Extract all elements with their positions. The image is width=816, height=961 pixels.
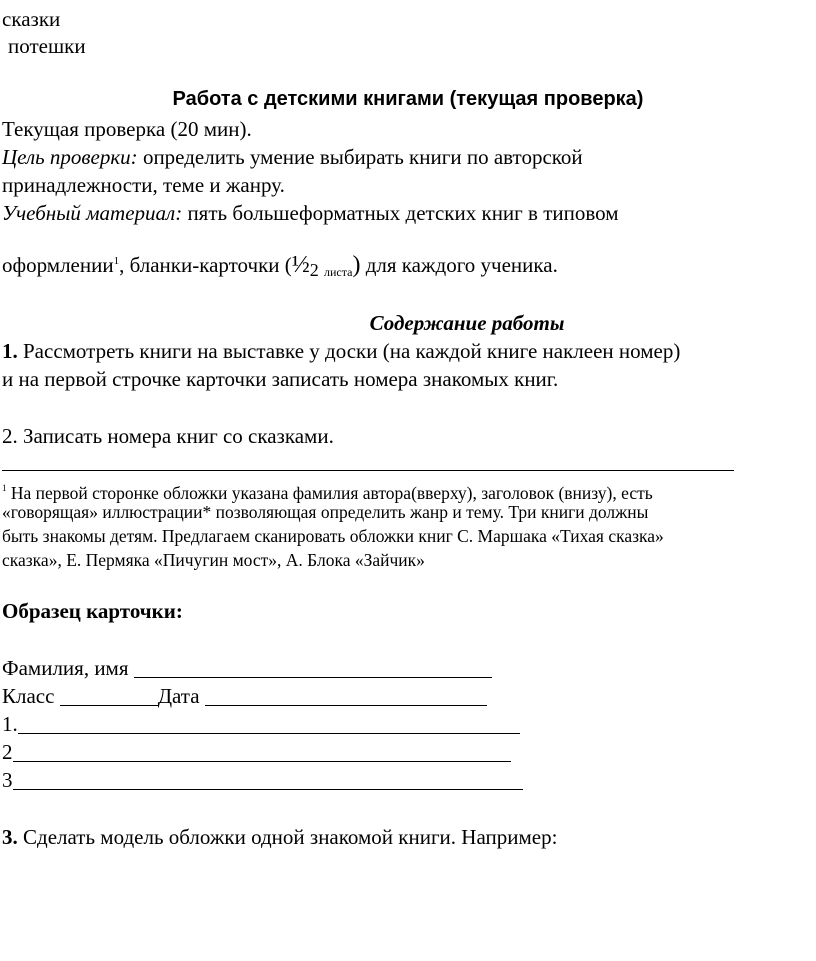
step1-text-2: и на первой строчке карточки записать номера знакомых книг. <box>2 367 559 391</box>
card-name-label: Фамилия, имя <box>2 656 134 680</box>
step3-number: 3. <box>2 825 18 849</box>
card-name-blank <box>134 657 492 678</box>
card-line-2-blank <box>13 741 511 762</box>
fraction-two: 2 <box>309 260 319 280</box>
goal-label: Цель проверки: <box>2 145 138 169</box>
fraction-half: ½ <box>291 252 310 278</box>
material-line-2 <box>2 248 558 285</box>
footnote-text-1: На первой сторонке обложки указана фамилия автора(вверху), заголовок (внизу), есть <box>6 483 653 503</box>
card-line-3-row <box>2 767 523 793</box>
fraction-unit: листа <box>324 265 353 279</box>
material-text-2a: оформлении <box>2 253 114 277</box>
step1-text-1: Рассмотреть книги на выставке у доски (на каждой книге наклеен номер) <box>17 339 681 363</box>
card-class-row <box>2 683 487 709</box>
goal-text-2: принадлежности, теме и жанру. <box>2 173 285 197</box>
card-name-row <box>2 655 492 681</box>
material-text-1: пять большеформатных детских книг в типовом <box>187 201 619 225</box>
card-line-3-blank <box>13 769 523 790</box>
card-line-1-row <box>2 711 520 737</box>
material-line-1 <box>2 200 619 226</box>
card-line-2-row <box>2 739 511 765</box>
list-item-nursery-rhymes: потешки <box>8 34 86 58</box>
step1-line-1 <box>2 338 680 364</box>
step2-text: 2. Записать номера книг со сказками. <box>2 424 334 448</box>
footnote-mark-ref: 1 <box>2 483 7 493</box>
card-line-2-label: 2 <box>2 740 13 764</box>
material-text-2d: для каждого ученика. <box>365 253 558 277</box>
list-item-tales: сказки <box>2 7 61 31</box>
card-line-1-blank <box>18 713 520 734</box>
card-line-1-label: 1. <box>2 712 18 736</box>
goal-text-1: определить умение выбирать книги по авторской <box>142 145 583 169</box>
footnote-text-4: сказка», Е. Пермяка «Пичугин мост», А. Блока «Зайчик» <box>2 550 425 570</box>
step1-number: 1. <box>2 339 18 363</box>
card-class-blank <box>60 685 158 706</box>
card-class-label: Класс <box>2 684 60 708</box>
sample-heading: Образец карточки: <box>2 599 183 623</box>
card-date-blank <box>205 685 487 706</box>
goal-line-1 <box>2 144 583 170</box>
content-heading: Содержание работы <box>369 311 565 335</box>
footnote-text-2: «говорящая» иллюстрации* позволяющая определить жанр и тему. Три книги должны <box>2 502 649 522</box>
step3-line <box>2 824 557 850</box>
footnote-text-3: быть знакомы детям. Предлагаем сканировать обложки книг С. Маршака «Тихая сказка» <box>2 526 664 546</box>
card-date-label: Дата <box>157 684 205 708</box>
material-label: Учебный материал: <box>2 201 183 225</box>
step3-text: Сделать модель обложки одной знакомой книги. Например: <box>17 825 558 849</box>
page-title: Работа с детскими книгами (текущая проверка) <box>172 88 644 110</box>
material-text-2c: ) <box>352 252 361 278</box>
check-duration: Текущая проверка (20 мин). <box>2 117 252 141</box>
card-line-3-label: 3 <box>2 768 13 792</box>
material-text-2b: , бланки-карточки ( <box>119 253 292 277</box>
footnote-separator <box>2 470 734 471</box>
footnote-mark: 1 <box>113 255 120 267</box>
